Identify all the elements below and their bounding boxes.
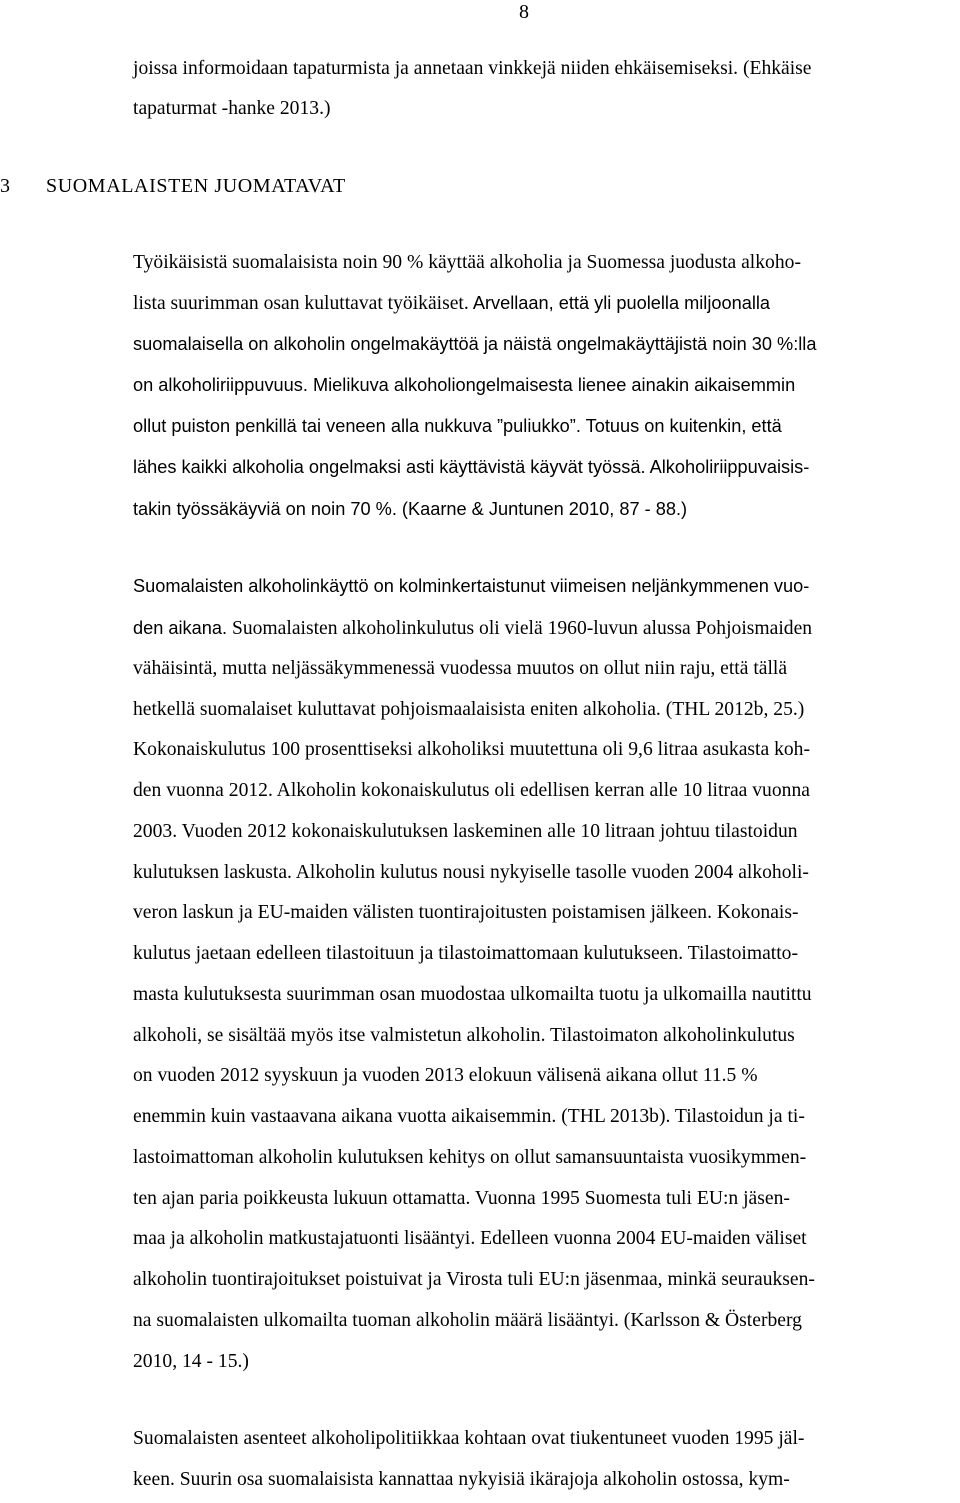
section-title: SUOMALAISTEN JUOMATAVAT bbox=[46, 175, 346, 197]
paragraph-line: den vuonna 2012. Alkoholin kokonaiskulutus oli edellisen kerran alle 10 litraa vuonna bbox=[133, 780, 810, 801]
text-span: Totuus on kuitenkin, että bbox=[580, 416, 782, 436]
paragraph-line: Kokonaiskulutus 100 prosenttiseksi alkoholiksi muutettuna oli 9,6 litraa asukasta koh- bbox=[133, 739, 810, 760]
paragraph-line bbox=[133, 291, 770, 316]
paragraph-line bbox=[133, 455, 809, 479]
text-span: Mielikuva alkoholiongelmaisesta lienee ainakin aikaisemmin bbox=[307, 375, 796, 395]
text-span: ollut puiston penkillä tai veneen alla nukkuva ”puliukko”. bbox=[133, 416, 581, 436]
text-span: takin työssäkäyviä on noin 70 %. bbox=[133, 499, 397, 519]
section-number: 3 bbox=[0, 175, 10, 197]
text-span: Arvellaan, että yli puolella miljoonalla bbox=[468, 293, 771, 313]
paragraph-line: vähäisintä, mutta neljässäkymmenessä vuodessa muutos on ollut niin raju, että tällä bbox=[133, 658, 788, 679]
paragraph-line: kulutus jaetaan edelleen tilastoituun ja tilastoimattomaan kulutukseen. Tilastoimatto- bbox=[133, 943, 798, 964]
paragraph-line: alkoholin tuontirajoitukset poistuivat ja Virosta tuli EU:n jäsenmaa, minkä seurauksen- bbox=[133, 1269, 815, 1290]
paragraph-line bbox=[133, 497, 687, 521]
text-span: Alkoholiriippuvaisis- bbox=[645, 457, 810, 477]
paragraph-line: hetkellä suomalaiset kuluttavat pohjoismaalaisista eniten alkoholia. (THL 2012b, 25.) bbox=[133, 699, 805, 720]
paragraph-line bbox=[133, 414, 782, 438]
paragraph-line: maa ja alkoholin matkustajatuonti lisääntyi. Edelleen vuonna 2004 EU-maiden väliset bbox=[133, 1228, 807, 1249]
page-number: 8 bbox=[519, 1, 529, 23]
paragraph-line: Suomalaisten asenteet alkoholipolitiikkaa kohtaan ovat tiukentuneet vuoden 1995 jäl- bbox=[133, 1428, 805, 1449]
paragraph-line bbox=[133, 373, 795, 397]
paragraph-line: masta kulutuksesta suurimman osan muodostaa ulkomailta tuotu ja ulkomailla nautittu bbox=[133, 984, 812, 1005]
text-span: Suomalaisten alkoholinkulutus oli vielä 1960-luvun alussa Pohjoismaiden bbox=[227, 618, 813, 639]
text-span: den aikana. bbox=[133, 618, 228, 638]
paragraph-line: Työikäisistä suomalaisista noin 90 % käyttää alkoholia ja Suomessa juodusta alkoho- bbox=[133, 252, 801, 273]
paragraph-line: veron laskun ja EU-maiden välisten tuontirajoitusten poistamisen jälkeen. Kokonais- bbox=[133, 902, 799, 923]
paragraph-line: 2010, 14 - 15.) bbox=[133, 1351, 249, 1372]
paragraph-line: kulutuksen laskusta. Alkoholin kulutus nousi nykyiselle tasolle vuoden 2004 alkoholi- bbox=[133, 862, 809, 883]
paragraph-line: enemmin kuin vastaavana aikana vuotta aikaisemmin. (THL 2013b). Tilastoidun ja ti- bbox=[133, 1106, 805, 1127]
paragraph-line bbox=[133, 616, 812, 641]
paragraph-line: 2003. Vuoden 2012 kokonaiskulutuksen laskeminen alle 10 litraan johtuu tilastoidun bbox=[133, 821, 798, 842]
intro-line-2: tapaturmat -hanke 2013.) bbox=[133, 98, 331, 119]
text-span: lähes kaikki alkoholia ongelmaksi asti käyttävistä käyvät työssä. bbox=[133, 457, 646, 477]
paragraph-line: alkoholi, se sisältää myös itse valmistetun alkoholin. Tilastoimaton alkoholinkulutus bbox=[133, 1025, 795, 1046]
paragraph-line: na suomalaisten ulkomailta tuoman alkoholin määrä lisääntyi. (Karlsson & Österberg bbox=[133, 1310, 802, 1331]
text-span: (Kaarne & Juntunen 2010, 87 - 88.) bbox=[396, 499, 688, 519]
text-span: lista suurimman osan kuluttavat työikäiset. bbox=[133, 293, 469, 314]
intro-line-1: joissa informoidaan tapaturmista ja annetaan vinkkejä niiden ehkäisemiseksi. (Ehkäise bbox=[133, 58, 812, 79]
paragraph-line: suomalaisella on alkoholin ongelmakäyttöä ja näistä ongelmakäyttäjistä noin 30 %:lla bbox=[133, 334, 817, 354]
paragraph-line: Suomalaisten alkoholinkäyttö on kolminkertaistunut viimeisen neljänkymmenen vuo- bbox=[133, 576, 810, 596]
paragraph-line: on vuoden 2012 syyskuun ja vuoden 2013 elokuun välisenä aikana ollut 11.5 % bbox=[133, 1065, 758, 1086]
text-span: on alkoholiriippuvuus. bbox=[133, 375, 308, 395]
paragraph-line: ten ajan paria poikkeusta lukuun ottamatta. Vuonna 1995 Suomesta tuli EU:n jäsen- bbox=[133, 1188, 790, 1209]
paragraph-line: lastoimattoman alkoholin kulutuksen kehitys on ollut samansuuntaista vuosikymmen- bbox=[133, 1147, 807, 1168]
paragraph-line: keen. Suurin osa suomalaisista kannattaa nykyisiä ikärajoja alkoholin ostossa, kym- bbox=[133, 1469, 790, 1490]
